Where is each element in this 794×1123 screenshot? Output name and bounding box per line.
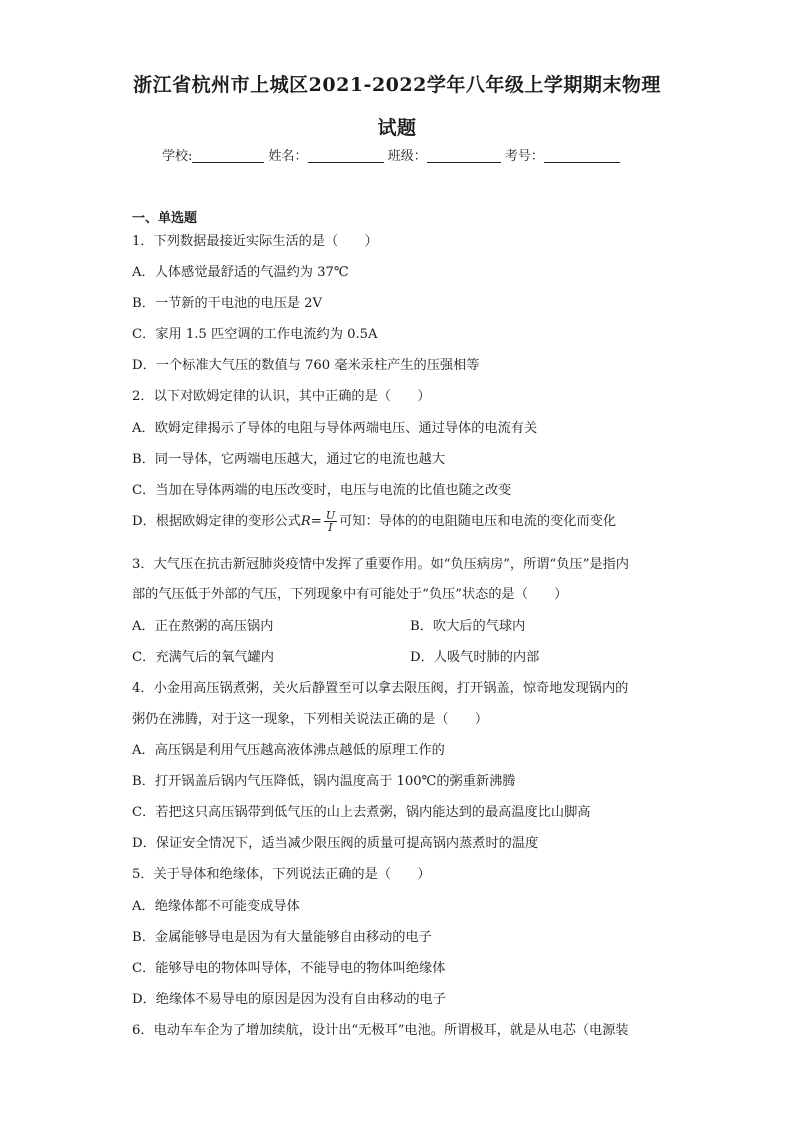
option-d-suffix: 可知：导体的的电阻随电压和电流的变化而变化 — [339, 514, 617, 529]
school-label: 学校: — [162, 149, 193, 164]
question-3-stem-line2: 部的气压低于外部的气压，下列现象中有可能处于“负压”状态的是（ ） — [132, 587, 568, 602]
question-1-option-d: D．一个标准大气压的数值与 760 毫米汞柱产生的压强相等 — [132, 358, 480, 373]
question-4-option-a: A．高压锅是利用气压越高液体沸点越低的原理工作的 — [132, 743, 445, 758]
question-5-option-c: C．能够导电的物体叫导体，不能导电的物体叫绝缘体 — [132, 961, 446, 976]
exam-no-label: 考号： — [504, 149, 544, 164]
class-label: 班级： — [387, 149, 427, 164]
question-5-stem: 5．关于导体和绝缘体，下列说法正确的是（ ） — [132, 867, 431, 882]
exam-no-blank — [544, 148, 620, 163]
question-3-option-b: B．吹大后的气球内 — [410, 619, 526, 634]
formula-r: R — [300, 514, 311, 529]
question-1-option-c: C．家用 1.5 匹空调的工作电流约为 0.5A — [132, 327, 378, 342]
section-heading: 一、单选题 — [132, 211, 198, 226]
school-blank — [192, 148, 264, 163]
question-4-stem-line2: 粥仍在沸腾，对于这一现象，下列相关说法正确的是（ ） — [132, 712, 489, 727]
formula-denominator: I — [328, 521, 333, 534]
question-3-stem-line1: 3．大气压在抗击新冠肺炎疫情中发挥了重要作用。如“负压病房”，所谓“负压”是指内 — [132, 557, 629, 572]
question-5-option-d: D．绝缘体不易导电的原因是因为没有自由移动的电子 — [132, 992, 446, 1007]
question-3-option-c: C．充满气后的氧气罐内 — [132, 650, 274, 665]
question-4-option-b: B．打开锅盖后锅内气压降低，锅内温度高于 100℃的粥重新沸腾 — [132, 774, 516, 789]
question-5-option-b: B．金属能够导电是因为有大量能够自由移动的电子 — [132, 930, 432, 945]
question-3-option-d: D．人吸气时肺的内部 — [410, 650, 540, 665]
name-label: 姓名： — [268, 149, 308, 164]
question-4-option-c: C．若把这只高压锅带到低气压的山上去煮粥，锅内能达到的最高温度比山脚高 — [132, 805, 591, 820]
question-2-option-a: A．欧姆定律揭示了导体的电阻与导体两端电压、通过导体的电流有关 — [132, 421, 538, 436]
student-info-row — [162, 145, 620, 164]
formula-fraction — [324, 510, 337, 533]
question-1-option-b: B．一节新的干电池的电压是 2V — [132, 296, 323, 311]
question-6-stem-line1: 6．电动车车企为了增加续航，设计出“无极耳”电池。所谓极耳，就是从电芯（电源装 — [132, 1023, 629, 1038]
class-blank — [427, 148, 501, 163]
formula-numerator: U — [325, 509, 336, 522]
question-5-option-a: A．绝缘体都不可能变成导体 — [132, 899, 300, 914]
formula-equals: = — [310, 514, 322, 529]
question-4-stem-line1: 4．小金用高压锅煮粥，关火后静置至可以拿去限压阀，打开锅盖，惊奇地发现锅内的 — [132, 681, 629, 696]
question-2-option-b: B．同一导体，它两端电压越大，通过它的电流也越大 — [132, 452, 446, 467]
name-blank — [308, 148, 384, 163]
question-3-option-a: A．正在熬粥的高压锅内 — [132, 619, 274, 634]
exam-title-line2: 试题 — [377, 117, 417, 139]
question-2-stem: 2．以下对欧姆定律的认识，其中正确的是（ ） — [132, 389, 431, 404]
question-2-option-c: C．当加在导体两端的电压改变时，电压与电流的比值也随之改变 — [132, 483, 512, 498]
question-1-stem: 1．下列数据最接近实际生活的是（ ） — [132, 234, 378, 249]
option-d-prefix: D．根据欧姆定律的变形公式 — [132, 514, 301, 529]
question-2-option-d — [132, 510, 616, 533]
exam-title-line1: 浙江省杭州市上城区2021-2022学年八年级上学期期末物理 — [133, 74, 661, 96]
question-1-option-a: A．人体感觉最舒适的气温约为 37℃ — [132, 265, 349, 280]
question-4-option-d: D．保证安全情况下，适当减少限压阀的质量可提高锅内蒸煮时的温度 — [132, 836, 539, 851]
